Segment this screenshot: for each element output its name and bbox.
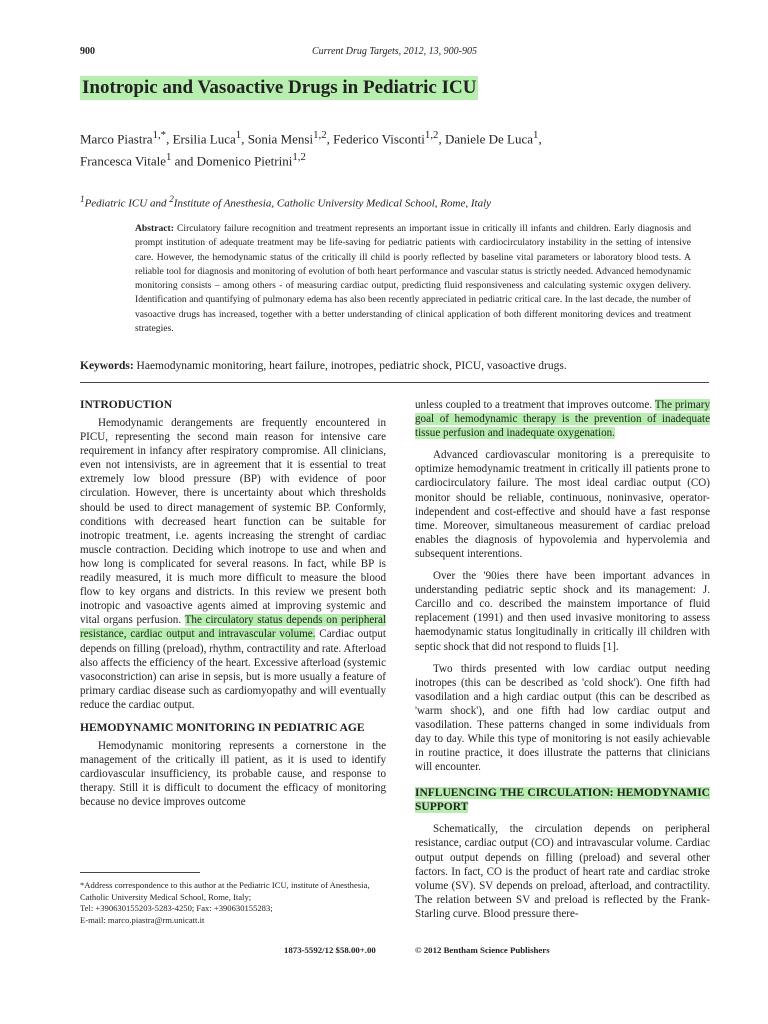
author-name: Francesca Vitale — [80, 153, 166, 169]
author-affil-marker: 1 — [165, 151, 172, 164]
paragraph: Advanced cardiovascular monitoring is a prerequisite to optimize hemodynamic treatment in critically ill patients prone to cardiocirculatory failure. The most ideal cardiac output (CO) monitor should be reliable, continuous, noninvasive, operator-independent and cost-effective and should have a fast response time. Moreover, simultaneous measurement of cardiac preload enables the diagnosis of hypovolemia and hypervolemia and subsequent interentions. — [415, 449, 710, 560]
paragraph: Schematically, the circulation depends on peripheral resistance, cardiac output (CO) and intravascular volume. Cardiac output output depends on filling (preload) and several other factors. In fact, CO is the product of heart rate and cardiac stroke volume (SV). SV depends on preload, afterload, and contractility. The relation between SV and preload is reflected by the Frank-Starling curve. Blood pressure there- — [415, 823, 710, 920]
author-affil-marker: 1 — [235, 129, 242, 141]
affiliation — [80, 194, 700, 210]
left-column — [80, 398, 386, 809]
keywords — [80, 360, 700, 372]
correspondence-footnote — [80, 880, 390, 926]
paragraph — [80, 416, 386, 712]
author-name: , Federico Visconti — [326, 131, 425, 147]
author-affil-marker: 1 — [533, 129, 539, 141]
paragraph: Two thirds presented with low cardiac output needing inotropes (this can be described as 'cold shock'). One fifth had vasodilation and a high cardiac output (this can be described as 'warm shock'), and one fifth had low cardiac output and vasodilation. These patterns changed in some individuals from day to day. While this type of monitoring is not easily achievable in routine practice, it does illustrate the patterns that clinicians will encounter. — [415, 662, 710, 774]
author-affil-marker: 1,* — [152, 129, 167, 141]
footnote-line: *Address correspondence to this author at the Pediatric ICU, institute of Anesthesia, Catholic University Medical School, Rome, Italy; — [80, 880, 370, 902]
affil-marker: 2 — [169, 194, 174, 204]
paragraph — [415, 398, 710, 440]
highlighted-heading: INFLUENCING THE CIRCULATION: HEMODYNAMIC SUPPORT — [415, 787, 710, 814]
author-name: , Ersilia Luca — [166, 131, 236, 147]
issn-price: 1873-5592/12 $58.00+.00 — [284, 945, 376, 955]
paragraph: Hemodynamic monitoring represents a cornerstone in the management of the critically ill patient, as it is used to identify cardiovascular insufficiency, its probable cause, and response to therapy. Still it is difficult to document the efficacy of monitoring because no device improves outcome — [80, 739, 386, 809]
affiliation-text: Pediatric ICU and — [84, 197, 170, 210]
abstract-text: Circulatory failure recognition and treatment represents an important issue in critically ill infants and children. Early diagnosis and prompt institution of adequate treatment may be life-saving for pediatric patients with cardiocirculatory instability in the setting of intensive care. However, the hemodynamic status of the critically ill child is poorly reflected by baseline vital parameters or laboratory blood tests. A reliable tool for diagnosis and monitoring of evolution of both heart performance and vascular status is strictly needed. Advanced hemodynamic monitoring consists – among others - of measuring cardiac output, predicting fluid responsiveness and calculating systemic oxygen delivery. Identification and quantifying of pulmonary edema has also been recently appreciated in pediatric critical care. In the last decade, the number of vasoactive drugs has increased, together with a better understanding of clinical application of both different monitoring devices and treatment strategies. — [135, 223, 691, 335]
author-name: and Domenico Pietrini — [171, 153, 293, 169]
affiliation-text: Institute of Anesthesia, Catholic University Medical School, Rome, Italy — [173, 197, 492, 210]
affil-marker: 1 — [80, 194, 85, 204]
paragraph: Over the '90ies there have been important advances in understanding pediatric septic shock and its management: J. Carcillo and co. described the mainstem importance of fluid replacement (1991) and then used invasive monitoring to assess haemodynamic status longitudinally in critically ill children with septic shock that did not respond to fluids [1]. — [415, 570, 710, 653]
highlighted-text: The primary goal of hemodynamic therapy is the prevention of inadequate tissue perfusion and inadequate oxygenation. — [415, 399, 710, 440]
author-list: Marco Piastra$^{1,*}$, Ersilia Luca$^1$, Sonia Mensi$^{1,2}$, Federico Visconti$^{1,2}$, Daniele De Luca$^1$, Francesca Vitale$^1$ and Domenico Pietrini$^{1,2}$ — [80, 129, 542, 169]
author-name: , Sonia Mensi — [241, 131, 314, 147]
heading-hemodynamic-monitoring: HEMODYNAMIC MONITORING IN PEDIATRIC AGE — [80, 721, 365, 734]
abstract — [135, 222, 691, 336]
paragraph-text: Cardiac output depends on filling (preload), rhythm, contractility and rate. Afterload also affects the efficiency of the heart. Excessive afterload (systemic vasoconstriction) can arise in sepsis, but is more usually a feature of primary cardiac disease such as cardiomyopathy and will eventually reduce the cardiac output. — [80, 628, 386, 711]
author-affil-marker: 1,2 — [424, 129, 439, 141]
highlighted-text: The circulatory status depends on peripheral resistance, cardiac output and intravascular volume. — [80, 614, 387, 641]
paragraph-text: Hemodynamic derangements are frequently encountered in PICU, representing the second main reason for intensive care requirement in infancy after respiratory compromise. All clinicians, even not intensivists, are in agreement that it is essential to treat extremely low blood pressure (BP) with evidence of poor circulation. However, there is uncertainty about which thresholds should be used to direct management of systemic BP. Conformly, conditions with decreased heart function can be suitable for inotropic treatment, i.e. agents increasing the strenght of cardiac muscle contraction. Deciding which inotrope to use and when and how long is complicated for several reasons. In fact, while BP is readily measured, it is much more difficult to measure the blood flow to key organs and districts. In this review we present both inotropic and vasoactive agents aimed at improving systemic and vital organs perfusion. — [80, 417, 386, 627]
abstract-label: Abstract: — [135, 223, 174, 234]
paragraph-text: unless coupled to a treatment that improves outcome. — [415, 399, 655, 411]
section-divider — [80, 382, 709, 383]
keywords-label: Keywords: — [80, 360, 134, 372]
author-name: , Daniele De Luca — [438, 131, 534, 147]
footnote-divider — [80, 872, 200, 873]
copyright: © 2012 Bentham Science Publishers — [415, 945, 550, 955]
heading-introduction: INTRODUCTION — [80, 399, 173, 411]
journal-citation: Current Drug Targets, 2012, 13, 900-905 — [311, 46, 477, 57]
right-column — [415, 398, 710, 921]
keywords-text: Haemodynamic monitoring, heart failure, inotropes, pediatric shock, PICU, vasoactive drugs. — [133, 360, 567, 372]
footnote-line: E-mail: marco.piastra@rm.unicatt.it — [80, 914, 205, 925]
page-number: 900 — [80, 46, 95, 57]
author-name: Marco Piastra — [80, 131, 153, 147]
heading-influencing-circulation — [415, 786, 710, 814]
footnote-line: Tel: +390630155203-5283-4250; Fax: +390630155283; — [80, 903, 273, 914]
article-title: Inotropic and Vasoactive Drugs in Pediatric ICU — [82, 77, 477, 98]
author-affil-marker: 1,2 — [292, 151, 306, 164]
author-affil-marker: 1,2 — [313, 129, 327, 141]
